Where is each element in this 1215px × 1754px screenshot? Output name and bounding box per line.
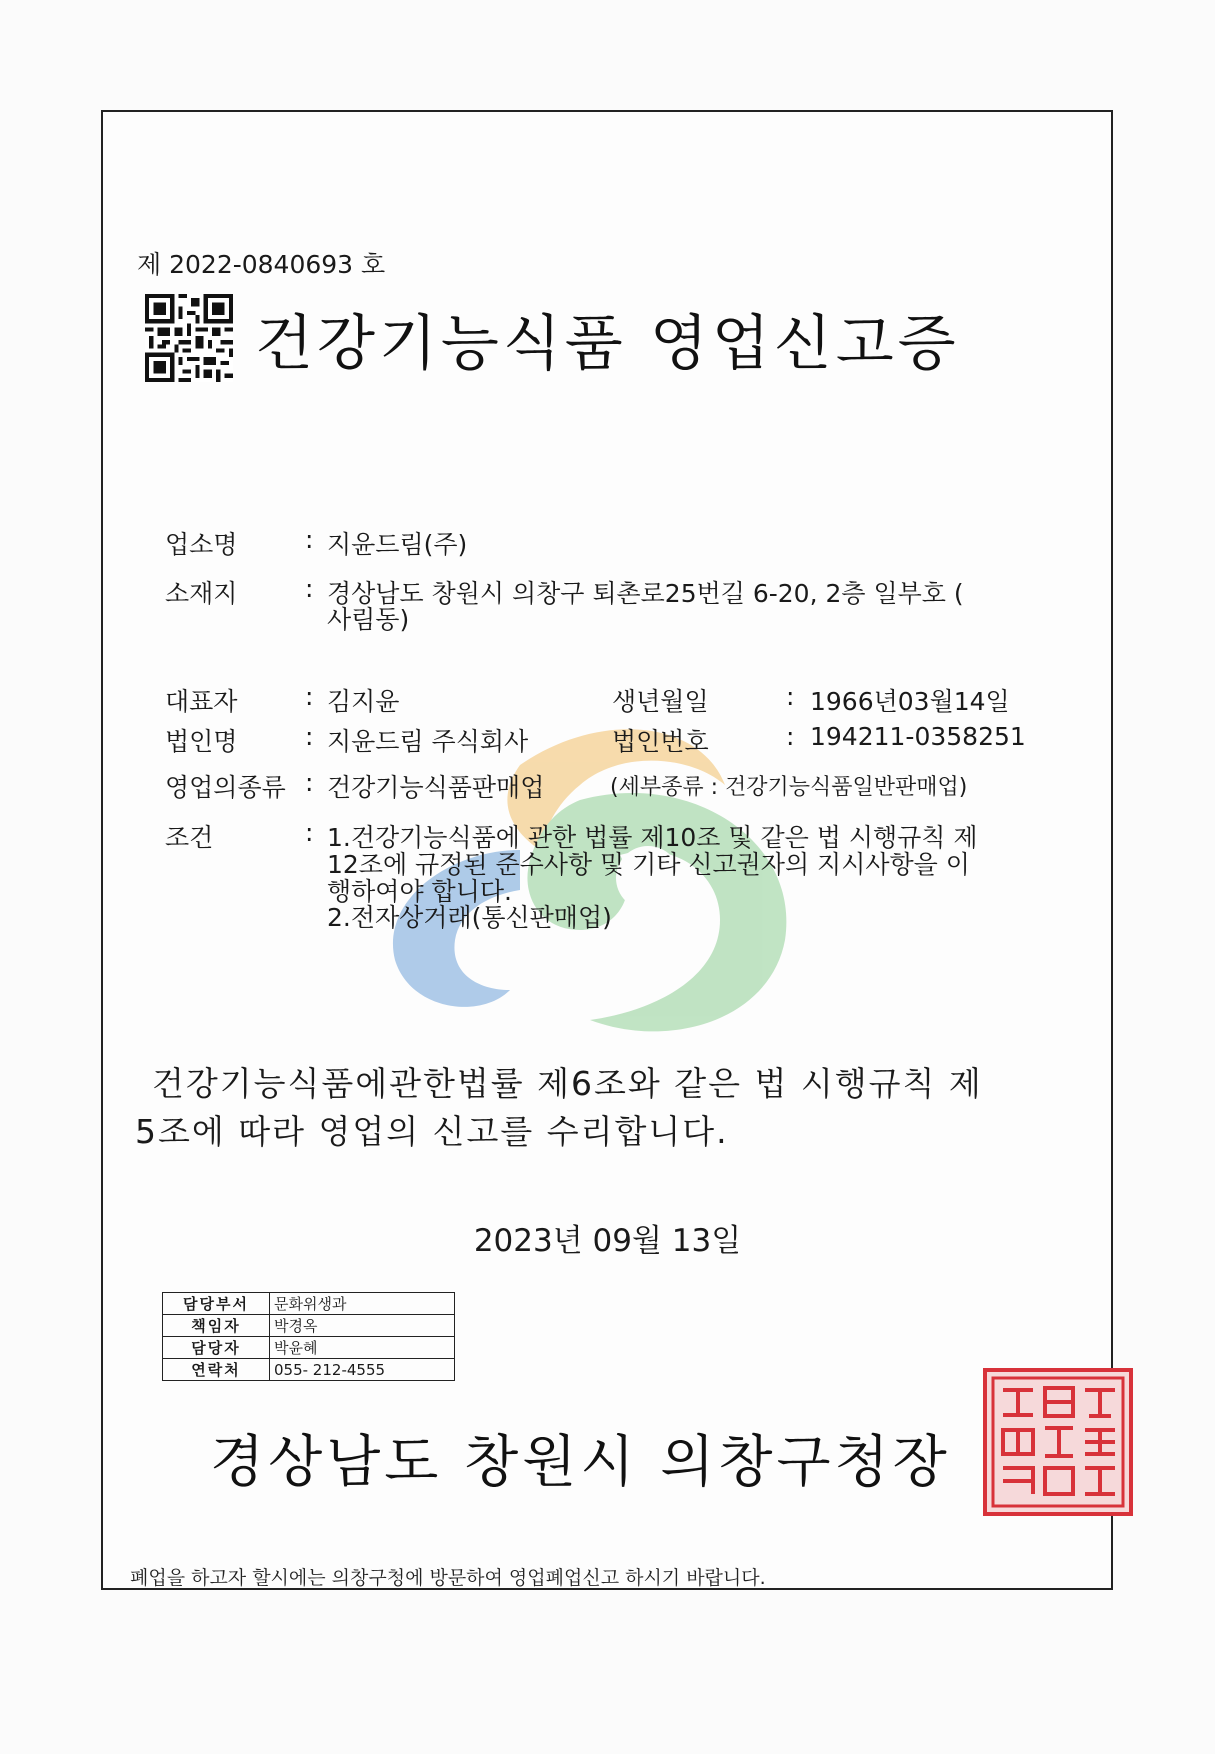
colon: : [305,722,314,751]
issue-date: 2023년 09월 13일 [473,1223,742,1259]
contact-label: 책임자 [163,1315,270,1337]
business-name-label: 업소명 [165,530,238,559]
table-row [163,1315,455,1337]
colon: : [305,682,314,711]
official-seal-icon [983,1368,1133,1516]
conditions-line: 1.건강기능식품에 관한 법률 제10조 및 같은 법 시행규칙 제 [327,823,978,852]
contact-label: 담당자 [163,1337,270,1359]
issuing-authority: 경상남도 창원시 의창구청장 [210,1430,951,1495]
location-value-line2: 사림동) [327,605,410,634]
birth-date-label: 생년월일 [612,687,709,716]
contact-value: 박경옥 [270,1315,455,1337]
conditions-line: 12조에 규정된 준수사항 및 기타 신고권자의 지시사항을 이 [327,850,970,879]
qr-code-icon [145,294,233,382]
conditions-line: 행하여야 합니다. [327,877,512,906]
contact-value: 055- 212-4555 [270,1359,455,1381]
colon: : [786,682,795,711]
contact-value: 문화위생과 [270,1293,455,1315]
contact-label: 연락처 [163,1359,270,1381]
representative-label: 대표자 [165,687,238,716]
contact-table [162,1292,455,1381]
statement-line1: 건강기능식품에관한법률 제6조와 같은 법 시행규칙 제 [152,1064,983,1103]
certificate-number: 제 2022-0840693 호 [137,250,386,279]
closure-notice: 폐업을 하고자 할시에는 의창구청에 방문하여 영업폐업신고 하시기 바랍니다. [130,1567,766,1589]
corporation-number-label: 법인번호 [612,727,709,756]
contact-label: 담당부서 [163,1293,270,1315]
location-label: 소재지 [165,579,238,608]
business-type-detail: (세부종류 : 건강기능식품일반판매업) [610,775,968,800]
birth-date-value: 1966년03월14일 [810,687,1010,716]
colon: : [305,768,314,797]
table-row [163,1293,455,1315]
business-type-label: 영업의종류 [165,773,286,802]
colon: : [305,818,314,847]
location-value-line1: 경상남도 창원시 의창구 퇴촌로25번길 6-20, 2층 일부호 ( [327,579,964,608]
colon: : [305,525,314,554]
table-row [163,1359,455,1381]
colon: : [786,722,795,751]
conditions-line: 2.전자상거래(통신판매업) [327,903,612,932]
statement-line2: 5조에 따라 영업의 신고를 수리합니다. [135,1112,729,1151]
conditions-label: 조건 [165,823,214,852]
contact-value: 박윤혜 [270,1337,455,1359]
table-row [163,1337,455,1359]
corporation-name-label: 법인명 [165,727,238,756]
business-name-value: 지윤드림(주) [327,530,468,559]
representative-value: 김지윤 [327,687,400,716]
document-title: 건강기능식품 영업신고증 [255,309,960,379]
corporation-number-value: 194211-0358251 [810,722,1026,751]
corporation-name-value: 지윤드림 주식회사 [327,727,529,756]
business-type-value: 건강기능식품판매업 [327,773,545,802]
colon: : [305,574,314,603]
